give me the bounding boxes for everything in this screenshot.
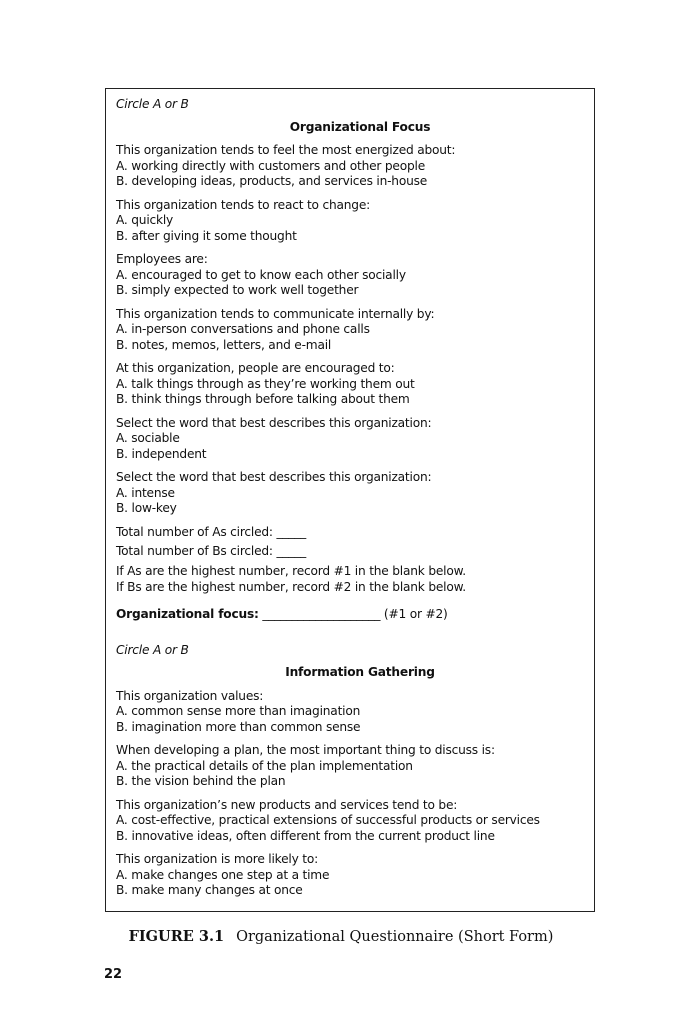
section-heading: Information Gathering — [285, 665, 435, 679]
option-a[interactable]: A. talk things through as they’re working them out — [116, 376, 415, 391]
question-prompt: When developing a plan, the most important thing to discuss is: — [116, 743, 495, 757]
option-b[interactable]: B. think things through before talking about them — [116, 392, 410, 406]
option-a[interactable]: A. make changes one step at a time — [116, 867, 330, 882]
option-a[interactable]: A. the practical details of the plan implementation — [116, 758, 413, 773]
questionnaire-section — [116, 643, 584, 899]
instruction: Circle A or B — [116, 642, 189, 657]
question — [116, 852, 584, 899]
total-b-field: Total number of Bs circled: _____ — [116, 543, 306, 558]
instruction: Circle A or B — [116, 97, 189, 111]
result-label: Organizational focus: — [116, 607, 259, 621]
question-prompt: Select the word that best describes this organization: — [116, 470, 432, 484]
figure-caption — [0, 928, 682, 945]
question — [116, 689, 584, 736]
question — [116, 743, 584, 790]
organizational-focus-result — [116, 607, 584, 623]
question-prompt: This organization tends to react to change: — [116, 197, 371, 212]
option-b[interactable]: B. the vision behind the plan — [116, 774, 286, 788]
question-prompt: This organization’s new products and services tend to be: — [116, 797, 458, 812]
option-b[interactable]: B. independent — [116, 446, 207, 461]
question — [116, 470, 584, 517]
option-a[interactable]: A. common sense more than imagination — [116, 704, 361, 718]
question — [116, 416, 584, 463]
question-prompt: This organization tends to feel the most energized about: — [116, 143, 456, 157]
rule-b: If Bs are the highest number, record #2 in the blank below. — [116, 579, 466, 594]
option-b[interactable]: B. innovative ideas, often different from the current product line — [116, 828, 495, 843]
option-a[interactable]: A. encouraged to get to know each other socially — [116, 267, 406, 282]
option-b[interactable]: B. simply expected to work well together — [116, 283, 359, 297]
option-b[interactable]: B. make many changes at once — [116, 883, 303, 897]
option-a[interactable]: A. sociable — [116, 431, 180, 445]
question — [116, 307, 584, 354]
result-blank: ____________________ (#1 or #2) — [258, 607, 448, 621]
question — [116, 361, 584, 408]
scoring-totals — [116, 525, 584, 560]
option-a[interactable]: A. in-person conversations and phone calls — [116, 322, 370, 336]
option-a[interactable]: A. cost-effective, practical extensions of successful products or services — [116, 813, 540, 827]
option-b[interactable]: B. low-key — [116, 501, 177, 515]
figure-title: Organizational Questionnaire (Short Form) — [236, 929, 554, 945]
question-prompt: Select the word that best describes this organization: — [116, 415, 432, 430]
question-prompt: This organization values: — [116, 688, 264, 703]
option-b[interactable]: B. notes, memos, letters, and e-mail — [116, 337, 332, 352]
option-a[interactable]: A. working directly with customers and other people — [116, 158, 426, 173]
option-b[interactable]: B. after giving it some thought — [116, 228, 297, 243]
question — [116, 252, 584, 299]
option-a[interactable]: A. quickly — [116, 213, 174, 227]
question-prompt: Employees are: — [116, 252, 208, 266]
question — [116, 143, 584, 190]
rule-a: If As are the highest number, record #1 in the blank below. — [116, 564, 466, 578]
option-a[interactable]: A. intense — [116, 485, 175, 500]
scoring-rules — [116, 564, 584, 595]
question-prompt: This organization is more likely to: — [116, 852, 318, 866]
option-b[interactable]: B. developing ideas, products, and services in-house — [116, 174, 428, 188]
total-a-field: Total number of As circled: _____ — [116, 524, 306, 539]
question-prompt: This organization tends to communicate internally by: — [116, 306, 435, 321]
option-b[interactable]: B. imagination more than common sense — [116, 719, 361, 734]
question-prompt: At this organization, people are encouraged to: — [116, 361, 395, 375]
question — [116, 798, 584, 845]
figure-label: FIGURE 3.1 — [128, 928, 225, 945]
section-heading: Organizational Focus — [289, 119, 431, 134]
questionnaire-section — [116, 97, 584, 623]
question — [116, 198, 584, 245]
questionnaire-box — [105, 88, 595, 912]
page-number: 22 — [104, 967, 123, 982]
